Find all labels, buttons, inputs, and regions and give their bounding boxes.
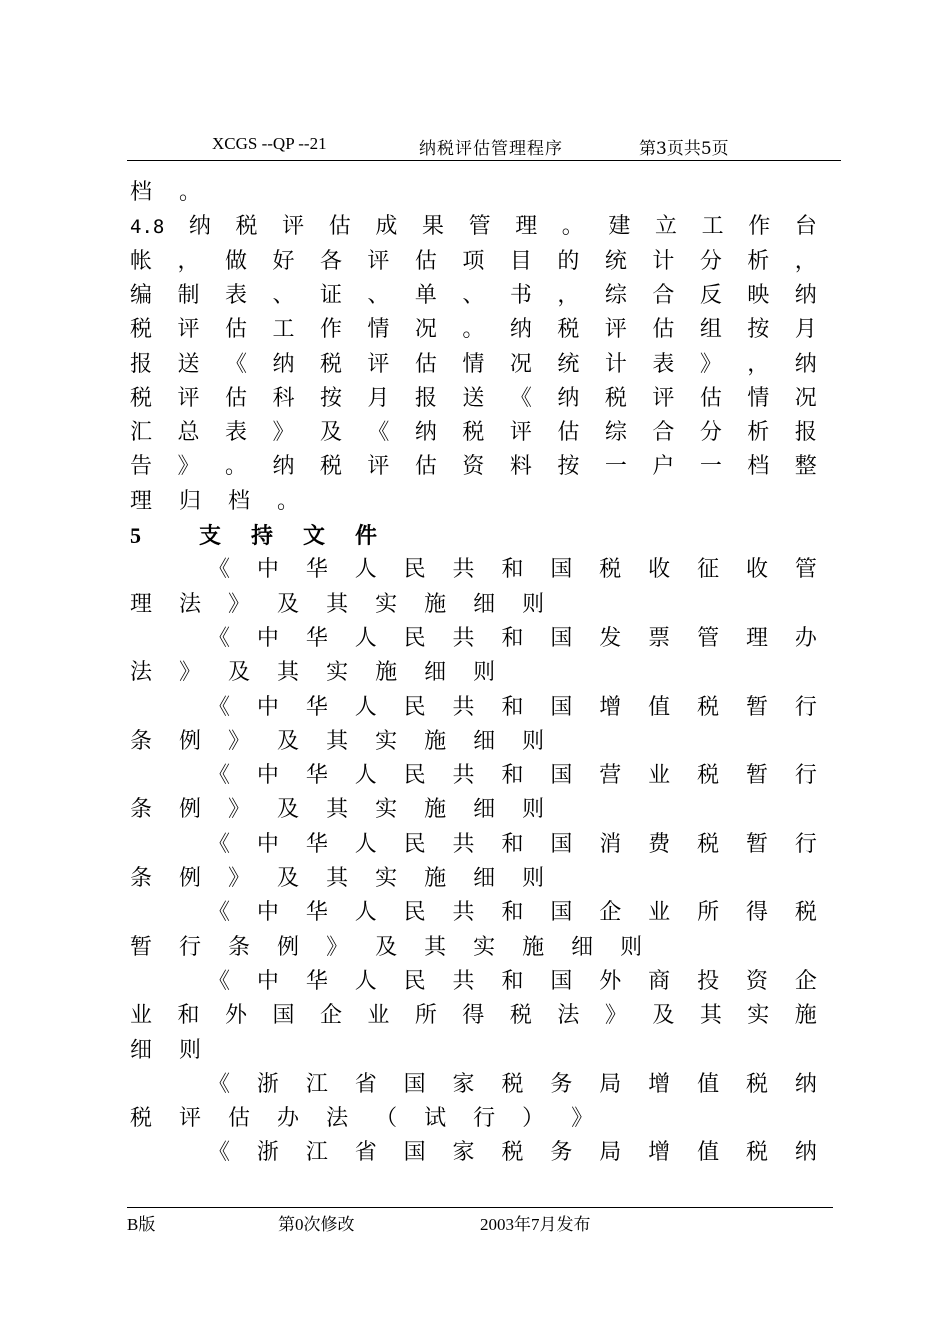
footer-date: 2003年7月发布 <box>480 1215 591 1234</box>
text-line: 《 中 华 人 民 共 和 国 发 票 管 理 办 <box>208 625 817 651</box>
text-line: 《 中 华 人 民 共 和 国 税 收 征 收 管 <box>208 557 817 583</box>
page-number: 第3页共5页 <box>639 139 729 159</box>
page-header <box>127 126 841 161</box>
text-line: 《 中 华 人 民 共 和 国 增 值 税 暂 行 <box>208 694 817 720</box>
text-line: 汇 总 表 》 及 《 纳 税 评 估 综 合 分 析 报 <box>130 420 817 446</box>
text-line: 细 则 <box>130 1037 202 1063</box>
text-line: 《 浙 江 省 国 家 税 务 局 增 值 税 纳 <box>208 1071 817 1097</box>
text-line: 理 归 档 。 <box>130 488 300 514</box>
text-line: 条 例 》 及 其 实 施 细 则 <box>130 797 545 823</box>
text-line: 5 支 持 文 件 <box>130 523 378 549</box>
text-line: 《 中 华 人 民 共 和 国 营 业 税 暂 行 <box>208 763 817 789</box>
document-code: XCGS --QP --21 <box>212 134 327 153</box>
text-line: 告 》 。 纳 税 评 估 资 料 按 一 户 一 档 整 <box>130 454 817 480</box>
text-line: 报 送 《 纳 税 评 估 情 况 统 计 表 》 ， 纳 <box>130 351 817 377</box>
text-line: 《 中 华 人 民 共 和 国 外 商 投 资 企 <box>208 968 817 994</box>
footer-revision: 第0次修改 <box>278 1215 355 1234</box>
text-line: 档 。 <box>130 180 202 205</box>
text-line: 业 和 外 国 企 业 所 得 税 法 》 及 其 实 施 <box>130 1003 817 1029</box>
text-line: 税 评 估 科 按 月 报 送 《 纳 税 评 估 情 况 <box>130 385 817 411</box>
text-line: 法 》 及 其 实 施 细 则 <box>130 660 496 686</box>
text-line: 《 中 华 人 民 共 和 国 企 业 所 得 税 <box>208 900 817 926</box>
text-line: 理 法 》 及 其 实 施 细 则 <box>130 591 545 617</box>
footer-divider <box>127 1207 833 1208</box>
footer-version: B版 <box>127 1215 156 1234</box>
text-line: 税 评 估 办 法 （ 试 行 ） 》 <box>130 1106 594 1132</box>
text-line: 税 评 估 工 作 情 况 。 纳 税 评 估 组 按 月 <box>130 317 817 343</box>
text-line: 帐 ， 做 好 各 评 估 项 目 的 统 计 分 析 ， <box>130 248 817 274</box>
text-line: 《 中 华 人 民 共 和 国 消 费 税 暂 行 <box>208 831 817 857</box>
document-title: 纳税评估管理程序 <box>419 139 563 159</box>
text-line: 4.8 纳 税 评 估 成 果 管 理 。 建 立 工 作 台 <box>130 214 817 240</box>
text-line: 条 例 》 及 其 实 施 细 则 <box>130 866 545 891</box>
text-line: 编 制 表 、 证 、 单 、 书 ， 综 合 反 映 纳 <box>130 282 817 308</box>
text-line: 暂 行 条 例 》 及 其 实 施 细 则 <box>130 934 643 960</box>
text-line: 条 例 》 及 其 实 施 细 则 <box>130 728 545 754</box>
text-line: 《 浙 江 省 国 家 税 务 局 增 值 税 纳 <box>208 1140 817 1166</box>
